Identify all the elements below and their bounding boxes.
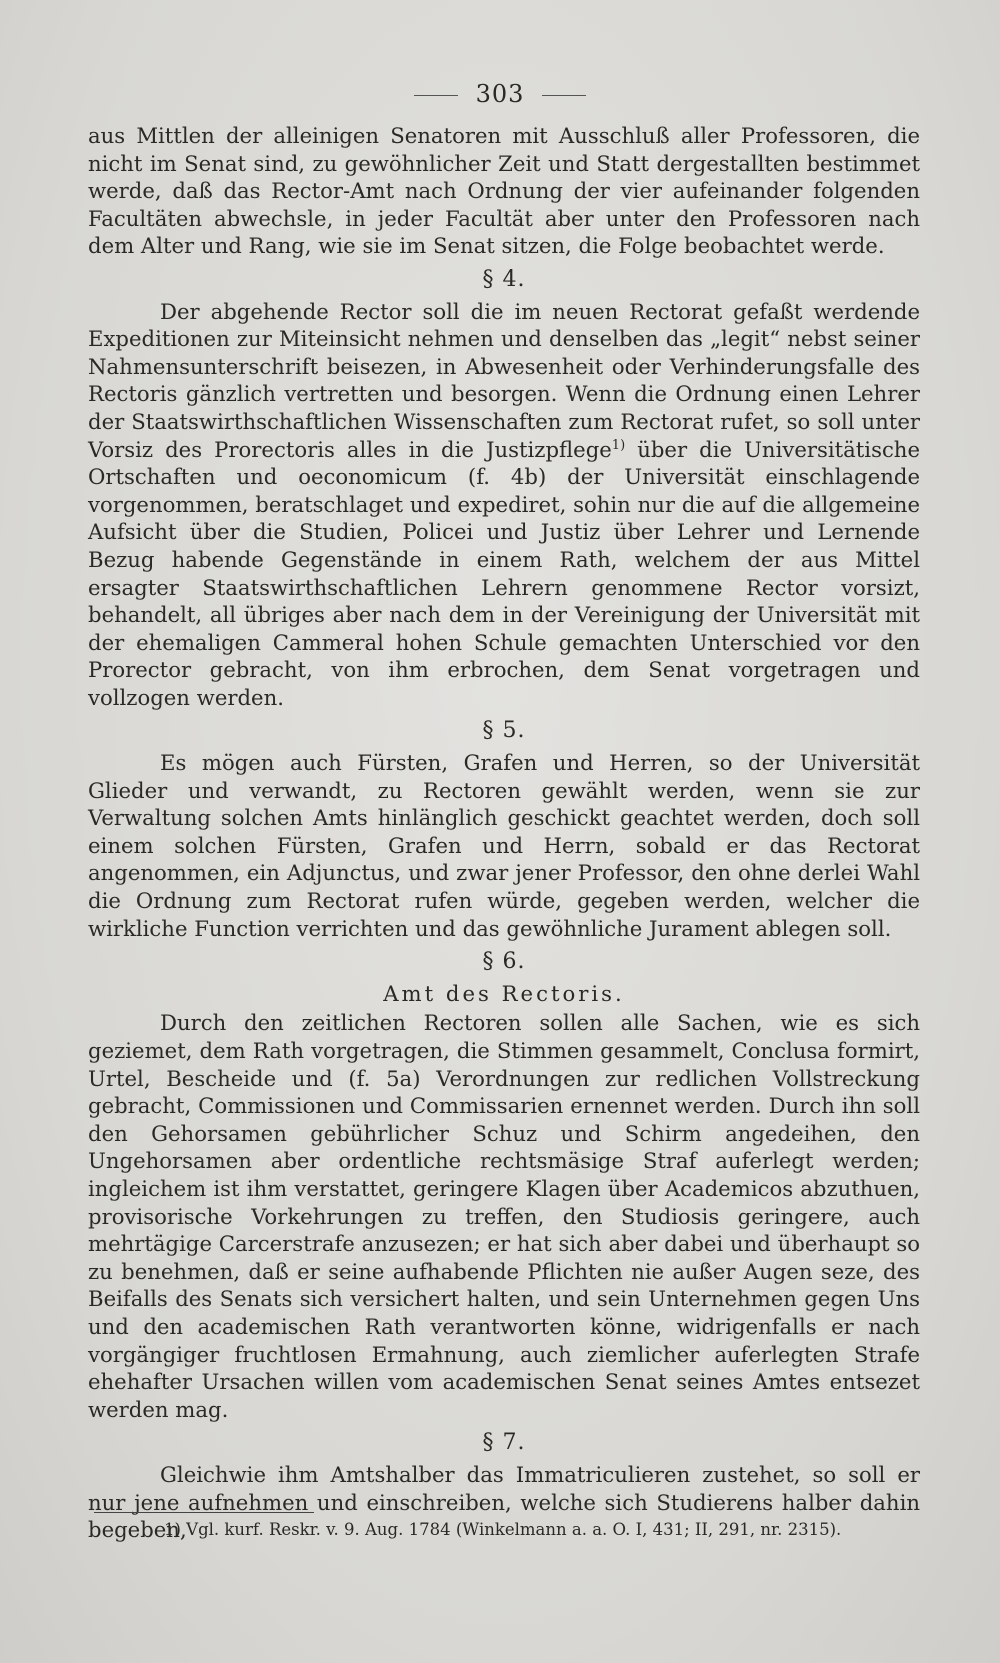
paragraph-2-part-a: Der abgehende Rector soll die im neuen Rectorat gefaßt werdende Expeditionen zur Miteinsicht nehmen und denselben das „legit“ nebst seiner Nahmensunterschrift beisezen, in Abwesenheit oder Verhinderungsfalle des Rectoris gänzlich vertretten und besorgen. Wenn die Ordnung einen Lehrer der Staatswirthschaftlichen Wissenschaften zum Rectorat rufet, so soll unter Vorsiz des Prorectoris alles in die Justizpflege: [88, 298, 920, 462]
page-header: [0, 80, 1000, 108]
paragraph-2-part-b: über die Universitätische Ortschaften und oeconomicum (f. 4b) der Universität einschlagende vorgenommen, beratschlaget und expediret, sohin nur die auf die allgemeine Aufsicht über die Studien, Policei und Justiz über Lehrer und Lernende Bezug habende Gegenstände in einem Rath, welchem der aus Mittel ersagter Staatswirthschaftlichen Lehrern genommene Rector vorsizt, behandelt, all übriges aber nach dem in der Vereinigung der Universität mit der ehemaligen Cammeral hohen Schule gemachten Unterschied vor den Prorector gebracht, von ihm erbrochen, dem Senat vorgetragen und vollzogen werden.: [88, 436, 920, 710]
footnote-divider: [94, 1512, 314, 1513]
section-heading-5: § 5.: [482, 718, 526, 744]
page-body: [88, 122, 920, 1544]
header-dash-left: [414, 95, 458, 96]
section-heading-7: § 7.: [482, 1430, 526, 1456]
paragraph-4: Durch den zeitlichen Rectoren sollen alle Sachen, wie es sich geziemet, dem Rath vorgetragen, die Stimmen gesammelt, Conclusa formirt, Urtel, Bescheide und (f. 5a) Verordnungen zur redlichen Vollstreckung gebracht, Commissionen und Commissarien ernennet werden. Durch ihn soll den Gehorsamen gebührlicher Schuz und Schirm angedeihen, den Ungehorsamen aber ordentliche rechtsmäsige Straf auferlegt werden; ingleichem ist ihm verstattet, geringere Klagen über Academicos abzuthuen, provisorische Vorkehrungen zu treffen, den Studiosis geringere, auch mehrtägige Carcerstrafe anzusezen; er hat sich aber dabei und überhaupt so zu benehmen, daß er seine aufhabende Pflichten nie außer Augen seze, des Beifalls des Senats sich versichert halten, und sein Unternehmen gegen Uns und den academischen Rath verantworten könne, widrigenfalls er nach vorgängiger fruchtlosen Ermahnung, auch ziemlicher auferlegten Strafe ehehafter Ursachen willen vom academischen Senat seines Amtes entsezet werden mag.: [88, 1010, 920, 1422]
page-number: 303: [475, 80, 525, 108]
paragraph-1: aus Mittlen der alleinigen Senatoren mit Ausschluß aller Professoren, die nicht im Senat sind, zu gewöhnlicher Zeit und Statt dergestallten bestimmet werde, daß das Rector-Amt nach Ordnung der vier aufeinander folgenden Facultäten abwechsle, in jeder Facultät aber unter den Professoren nach dem Alter und Rang, wie sie im Senat sitzen, die Folge beobachtet werde.: [88, 123, 920, 259]
header-dash-right: [542, 95, 586, 96]
paragraph-2: [88, 298, 920, 712]
footnote-marker: 1): [611, 437, 626, 453]
footnote-1: 1) Vgl. kurf. Reskr. v. 9. Aug. 1784 (Winkelmann a. a. O. I, 431; II, 291, nr. 2315).: [164, 1520, 842, 1539]
paragraph-3: Es mögen auch Fürsten, Grafen und Herren, so der Universität Glieder und verwandt, zu Rectoren gewählt werden, wenn sie zur Verwaltung solchen Amts hinlänglich geschickt geachtet werden, doch soll einem solchen Fürsten, Grafen und Herrn, sobald er das Rectorat angenommen, ein Adjunctus, und zwar jener Professor, den ohne derlei Wahl die Ordnung zum Rectorat rufen würde, gegeben werden, welcher die wirkliche Function verrichten und das gewöhnliche Jurament ablegen soll.: [88, 750, 920, 941]
section-6-title: Amt des Rectoris.: [383, 980, 625, 1006]
section-heading-4: § 4.: [482, 266, 526, 292]
paragraph-5: Gleichwie ihm Amtshalber das Immatriculieren zustehet, so soll er nur jene aufnehmen und einschreiben, welche sich Studierens halber dahin begeben,: [88, 1461, 920, 1543]
section-heading-6: § 6.: [482, 949, 526, 975]
